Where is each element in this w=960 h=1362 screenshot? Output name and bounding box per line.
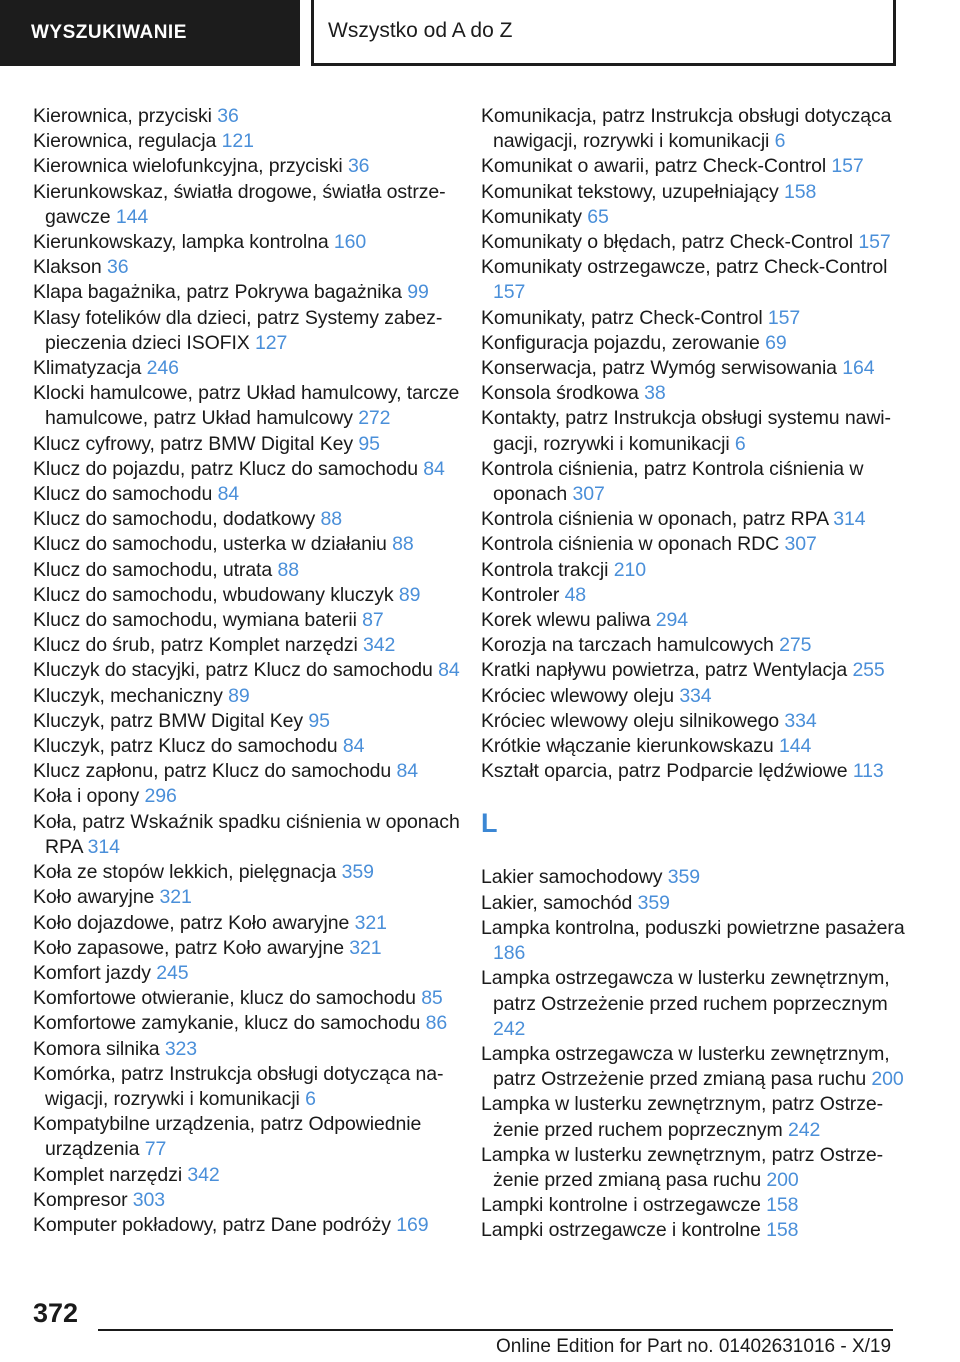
index-entry bbox=[33, 482, 461, 507]
index-entry bbox=[481, 966, 909, 1042]
index-entry bbox=[33, 1037, 461, 1062]
index-entry bbox=[33, 230, 461, 255]
index-entry bbox=[33, 986, 461, 1011]
index-entry bbox=[481, 583, 909, 608]
index-entry bbox=[481, 356, 909, 381]
index-entry bbox=[481, 1218, 909, 1243]
index-entry bbox=[33, 633, 461, 658]
index-entry-text: Kluczyk do stacyjki, patrz Klucz do samochodu bbox=[33, 659, 433, 682]
section-tab: WYSZUKIWANIE bbox=[0, 0, 300, 66]
page-reference-link[interactable]: 95 bbox=[308, 709, 330, 732]
page-reference-link[interactable]: 85 bbox=[421, 987, 443, 1010]
page-reference-link[interactable]: 359 bbox=[667, 866, 700, 889]
index-entry bbox=[33, 583, 461, 608]
index-entry bbox=[481, 734, 909, 759]
index-entry-text: Krótkie włączanie kierunkowskazu bbox=[481, 735, 774, 758]
index-entry-text: Lakier samochodowy bbox=[481, 866, 663, 889]
index-entry-text: Kontroler bbox=[481, 583, 560, 606]
page-reference-link[interactable]: 296 bbox=[144, 785, 177, 808]
index-entry-text: Kontrola ciśnienia w oponach, patrz RPA bbox=[481, 508, 828, 531]
index-entry bbox=[33, 180, 461, 230]
index-entry bbox=[33, 1188, 461, 1213]
index-entry-text: Komora silnika bbox=[33, 1037, 160, 1060]
index-entry-text: Kompresor bbox=[33, 1188, 128, 1211]
page-reference-link[interactable]: 245 bbox=[156, 961, 189, 984]
index-entry bbox=[33, 558, 461, 583]
index-entry bbox=[33, 911, 461, 936]
index-entry bbox=[33, 255, 461, 280]
page-reference-link[interactable]: 65 bbox=[587, 205, 609, 228]
index-entry-text: Koła ze stopów lekkich, pielęgnacja bbox=[33, 861, 337, 884]
page-reference-link[interactable]: 84 bbox=[438, 659, 460, 682]
page-reference-link[interactable]: 36 bbox=[107, 256, 129, 279]
index-entry bbox=[481, 633, 909, 658]
index-entry bbox=[481, 457, 909, 507]
page-number: 372 bbox=[33, 1298, 79, 1328]
index-entry-text: Kierownica, regulacja bbox=[33, 130, 217, 153]
index-entry bbox=[481, 916, 909, 966]
index-entry bbox=[33, 860, 461, 885]
page-reference-link[interactable]: 89 bbox=[398, 583, 421, 606]
index-entry-text: Kierownica wielofunkcyjna, przyciski bbox=[33, 155, 343, 178]
page-reference-link[interactable]: 121 bbox=[221, 130, 254, 153]
page-reference-link[interactable]: 158 bbox=[766, 1194, 799, 1217]
index-entry bbox=[33, 306, 461, 356]
index-entry-text: Klapa bagażnika, patrz Pokrywa bagażnika bbox=[33, 281, 402, 304]
index-entry bbox=[33, 104, 461, 129]
page-reference-link[interactable]: 36 bbox=[347, 155, 370, 178]
page-reference-link[interactable]: 186 bbox=[493, 942, 526, 965]
index-entry-text: Klucz do samochodu, dodatkowy bbox=[33, 508, 316, 531]
index-entry-text: Komputer pokładowy, patrz Dane podróży bbox=[33, 1213, 391, 1236]
index-entry bbox=[33, 1163, 461, 1188]
index-entry bbox=[33, 432, 461, 457]
index-entry bbox=[481, 255, 909, 305]
chapter-title: Wszystko od A do Z bbox=[311, 0, 896, 66]
page-reference-link[interactable]: 321 bbox=[349, 936, 382, 959]
page-reference-link[interactable]: 334 bbox=[784, 709, 817, 732]
page-reference-link[interactable]: 88 bbox=[392, 533, 414, 556]
index-entry-text: Kontrola ciśnienia w oponach RDC bbox=[481, 533, 780, 556]
index-entry bbox=[33, 457, 461, 482]
page-reference-link[interactable]: 200 bbox=[871, 1068, 904, 1091]
index-entry bbox=[33, 1112, 461, 1162]
page-reference-link[interactable]: 48 bbox=[564, 583, 587, 606]
page-reference-link[interactable]: 157 bbox=[831, 155, 864, 178]
index-entry bbox=[33, 280, 461, 305]
index-entry bbox=[33, 759, 461, 784]
index-entry-text: Komplet narzędzi bbox=[33, 1163, 183, 1186]
index-entry bbox=[481, 205, 909, 230]
page-reference-link[interactable]: 359 bbox=[637, 891, 670, 914]
index-column-right bbox=[481, 104, 909, 1244]
page-reference-link[interactable]: 323 bbox=[164, 1037, 198, 1060]
index-entry bbox=[33, 1011, 461, 1036]
page-reference-link[interactable]: 342 bbox=[187, 1163, 220, 1186]
index-entry-text: Lakier, samochód bbox=[481, 891, 633, 914]
index-entry bbox=[481, 104, 909, 154]
index-entry bbox=[33, 709, 461, 734]
index-entry bbox=[33, 1213, 461, 1238]
page-reference-link[interactable]: 144 bbox=[779, 735, 812, 758]
index-entry-text: Klucz do samochodu bbox=[33, 483, 213, 506]
index-entry bbox=[33, 381, 461, 431]
page-reference-link[interactable]: 144 bbox=[115, 205, 149, 228]
page-reference-link[interactable]: 314 bbox=[833, 508, 866, 531]
index-entry bbox=[481, 507, 909, 532]
page-reference-link[interactable]: 294 bbox=[655, 609, 689, 632]
index-entry-text: Klakson bbox=[33, 256, 102, 279]
page-reference-link[interactable]: 359 bbox=[341, 861, 374, 884]
page-reference-link[interactable]: 314 bbox=[87, 835, 120, 858]
index-entry bbox=[33, 356, 461, 381]
page-reference-link[interactable]: 321 bbox=[354, 911, 387, 934]
page-reference-link[interactable]: 307 bbox=[572, 483, 605, 506]
index-entry-text: Kontrola trakcji bbox=[481, 558, 609, 581]
index-entry bbox=[33, 608, 461, 633]
index-entry bbox=[481, 1143, 909, 1193]
page-reference-link[interactable]: 6 bbox=[305, 1087, 316, 1110]
index-entry bbox=[481, 865, 909, 890]
index-entry-text: Kształt oparcia, patrz Podparcie lędźwiowe bbox=[481, 760, 848, 783]
index-entry-text: Konserwacja, patrz Wymóg serwisowania bbox=[481, 357, 837, 380]
page-reference-link[interactable]: 88 bbox=[320, 508, 343, 531]
page-reference-link[interactable]: 84 bbox=[423, 457, 445, 480]
index-entry bbox=[33, 658, 461, 683]
page-reference-link[interactable]: 160 bbox=[333, 231, 367, 254]
index-entry bbox=[33, 936, 461, 961]
page-reference-link[interactable]: 275 bbox=[779, 634, 812, 657]
index-entry bbox=[481, 558, 909, 583]
page-reference-link[interactable]: 164 bbox=[842, 357, 875, 380]
index-entry-text: Króciec wlewowy oleju silnikowego bbox=[481, 709, 779, 732]
index-entry-text: Komunikaty bbox=[481, 205, 582, 228]
index-entry bbox=[481, 608, 909, 633]
page-reference-link[interactable]: 272 bbox=[358, 407, 391, 430]
index-entry bbox=[481, 331, 909, 356]
page-reference-link[interactable]: 307 bbox=[784, 533, 817, 556]
index-entry-text: Komunikat o awarii, patrz Check-Control bbox=[481, 155, 827, 178]
index-entry-text: Komórka, patrz Instrukcja obsługi dotycząca nawigacji, rozrywki i komunikacji bbox=[33, 1062, 444, 1110]
index-entry-text: Kontakty, patrz Instrukcja obsługi systemu nawigacji, rozrywki i komunikacji bbox=[481, 407, 892, 455]
index-entry-text: Klucz zapłonu, patrz Klucz do samochodu bbox=[33, 760, 392, 783]
page-reference-link[interactable]: 95 bbox=[358, 432, 380, 455]
index-entry-text: Klucz do samochodu, usterka w działaniu bbox=[33, 533, 387, 556]
index-entry-text: Kluczyk, patrz BMW Digital Key bbox=[33, 709, 304, 732]
index-entry-text: Koło awaryjne bbox=[33, 886, 155, 909]
index-entry-text: Lampka kontrolna, poduszki powietrzne pasażera bbox=[481, 916, 905, 939]
index-entry-text: Konsola środkowa bbox=[481, 382, 639, 405]
index-entry bbox=[33, 961, 461, 986]
page-reference-link[interactable]: 321 bbox=[159, 886, 192, 909]
index-entry-text: Kontrola ciśnienia, patrz Kontrola ciśnienia w oponach bbox=[481, 457, 864, 506]
index-entry bbox=[33, 1062, 461, 1112]
index-entry bbox=[33, 507, 461, 532]
index-entry-text: Komfortowe otwieranie, klucz do samochodu bbox=[33, 987, 416, 1010]
index-entry-text: Komunikaty, patrz Check-Control bbox=[481, 306, 763, 329]
index-entry bbox=[33, 154, 461, 179]
index-entry-text: Lampka ostrzegawcza w lusterku zewnętrznym, patrz Ostrzeżenie przed zmianą pasa ruchu bbox=[481, 1042, 890, 1091]
page-reference-link[interactable]: 157 bbox=[767, 306, 801, 329]
page-reference-link[interactable]: 242 bbox=[787, 1118, 821, 1141]
footer-divider bbox=[98, 1329, 893, 1331]
index-entry-text: Lampki ostrzegawcze i kontrolne bbox=[481, 1219, 761, 1242]
index-entry-text: Kompatybilne urządzenia, patrz Odpowiednie urządzenia bbox=[33, 1113, 422, 1161]
index-entry-text: Konfiguracja pojazdu, zerowanie bbox=[481, 331, 760, 354]
index-entry bbox=[481, 1042, 909, 1092]
index-entry-text: Króciec wlewowy oleju bbox=[481, 684, 674, 707]
page-reference-link[interactable]: 99 bbox=[407, 281, 429, 304]
page-reference-link[interactable]: 157 bbox=[858, 231, 891, 254]
index-entry-text: Kierunkowskaz, światła drogowe, światła ostrzegawcze bbox=[33, 180, 446, 228]
index-entry-text: Klucz do samochodu, utrata bbox=[33, 558, 273, 581]
page-reference-link[interactable]: 242 bbox=[493, 1017, 526, 1040]
index-entry-text: Klasy fotelików dla dzieci, patrz Systemy zabezpieczenia dzieci ISOFIX bbox=[33, 306, 443, 354]
index-entry-text: Koło zapasowe, patrz Koło awaryjne bbox=[33, 936, 344, 959]
index-entry bbox=[481, 759, 909, 784]
index-entry-text: Lampka w lusterku zewnętrznym, patrz Ostrzeżenie przed zmianą pasa ruchu bbox=[481, 1143, 884, 1191]
page-reference-link[interactable]: 127 bbox=[255, 331, 288, 354]
index-entry-text: Koła i opony bbox=[33, 785, 140, 808]
page-reference-link[interactable]: 77 bbox=[144, 1138, 167, 1161]
index-entry-text: Korozja na tarczach hamulcowych bbox=[481, 634, 774, 657]
page-reference-link[interactable]: 157 bbox=[493, 281, 526, 304]
index-entry bbox=[481, 684, 909, 709]
index-entry bbox=[33, 684, 461, 709]
page-reference-link[interactable]: 200 bbox=[766, 1168, 799, 1191]
index-entry-text: Kluczyk, patrz Klucz do samochodu bbox=[33, 735, 338, 758]
page-reference-link[interactable]: 113 bbox=[852, 760, 884, 783]
index-entry-text: Korek wlewu paliwa bbox=[481, 609, 651, 632]
index-entry bbox=[481, 658, 909, 683]
index-entry-text: Komunikaty o błędach, patrz Check-Control bbox=[481, 231, 853, 254]
index-entry bbox=[481, 180, 909, 205]
edition-note: Online Edition for Part no. 01402631016 - X/19 bbox=[496, 1336, 892, 1357]
index-entry-text: Klocki hamulcowe, patrz Układ hamulcowy, tarcze hamulcowe, patrz Układ hamulcowy bbox=[33, 382, 460, 430]
index-entry-text: Lampka ostrzegawcza w lusterku zewnętrznym, patrz Ostrzeżenie przed ruchem poprzecznym bbox=[481, 967, 890, 1015]
index-entry-text: Komunikat tekstowy, uzupełniający bbox=[481, 180, 779, 203]
index-entry-text: Kierunkowskazy, lampka kontrolna bbox=[33, 231, 329, 254]
index-entry bbox=[33, 734, 461, 759]
index-entry-text: Klimatyzacja bbox=[33, 357, 142, 380]
index-entry-text: Klucz cyfrowy, patrz BMW Digital Key bbox=[33, 432, 354, 455]
index-entry bbox=[481, 1193, 909, 1218]
page-reference-link[interactable]: 246 bbox=[146, 357, 179, 380]
index-entry bbox=[33, 810, 461, 860]
page-reference-link[interactable]: 87 bbox=[362, 609, 384, 632]
index-entry-text: Klucz do samochodu, wbudowany kluczyk bbox=[33, 583, 394, 606]
index-entry-text: Klucz do śrub, patrz Komplet narzędzi bbox=[33, 634, 358, 657]
index-entry-text: Klucz do pojazdu, patrz Klucz do samochodu bbox=[33, 457, 418, 480]
index-entry-text: Lampka w lusterku zewnętrznym, patrz Ostrzeżenie przed ruchem poprzecznym bbox=[481, 1093, 884, 1141]
index-entry bbox=[481, 381, 909, 406]
page-reference-link[interactable]: 303 bbox=[132, 1188, 166, 1211]
index-entry bbox=[33, 532, 461, 557]
index-entry bbox=[481, 1092, 909, 1142]
page-reference-link[interactable]: 69 bbox=[765, 331, 787, 354]
index-group-k bbox=[481, 104, 909, 784]
index-entry-text: Koła, patrz Wskaźnik spadku ciśnienia w oponach RPA bbox=[33, 810, 460, 858]
index-entry bbox=[481, 306, 909, 331]
index-entry bbox=[481, 532, 909, 557]
page-reference-link[interactable]: 86 bbox=[425, 1012, 448, 1035]
index-entry bbox=[481, 406, 909, 456]
index-entry-text: Komunikacja, patrz Instrukcja obsługi dotycząca nawigacji, rozrywki i komunikacji bbox=[481, 105, 892, 153]
index-entry-text: Klucz do samochodu, wymiana baterii bbox=[33, 609, 357, 632]
page-header bbox=[0, 0, 960, 66]
index-entry bbox=[33, 129, 461, 154]
index-entry-text: Lampki kontrolne i ostrzegawcze bbox=[481, 1194, 761, 1217]
index-entry-text: Kluczyk, mechaniczny bbox=[33, 684, 223, 707]
index-entry bbox=[481, 154, 909, 179]
index-entry-text: Komfortowe zamykanie, klucz do samochodu bbox=[33, 1012, 421, 1035]
page-reference-link[interactable]: 84 bbox=[396, 760, 418, 783]
index-entry-text: Komfort jazdy bbox=[33, 961, 151, 984]
index-column-left bbox=[33, 104, 461, 1238]
page-reference-link[interactable]: 84 bbox=[217, 483, 240, 506]
page-reference-link[interactable]: 255 bbox=[852, 659, 885, 682]
page-reference-link[interactable]: 169 bbox=[396, 1213, 429, 1236]
page-reference-link[interactable]: 334 bbox=[679, 684, 712, 707]
page-reference-link[interactable]: 6 bbox=[734, 432, 746, 455]
index-entry bbox=[33, 784, 461, 809]
page-reference-link[interactable]: 88 bbox=[277, 558, 299, 581]
page-reference-link[interactable]: 36 bbox=[217, 105, 239, 127]
index-entry bbox=[481, 709, 909, 734]
index-entry-text: Komunikaty ostrzegawcze, patrz Check-Control bbox=[481, 256, 888, 279]
page-reference-link[interactable]: 38 bbox=[644, 382, 666, 405]
index-entry bbox=[33, 885, 461, 910]
page-reference-link[interactable]: 84 bbox=[342, 735, 365, 758]
index-entry-text: Kierownica, przyciski bbox=[33, 105, 212, 127]
index-entry-text: Kratki napływu powietrza, patrz Wentylacja bbox=[481, 659, 848, 682]
page-reference-link[interactable]: 158 bbox=[783, 180, 817, 203]
page-reference-link[interactable]: 89 bbox=[228, 684, 250, 707]
page-reference-link[interactable]: 210 bbox=[613, 558, 646, 581]
page-reference-link[interactable]: 342 bbox=[363, 634, 396, 657]
page-reference-link[interactable]: 158 bbox=[766, 1219, 799, 1242]
page-reference-link[interactable]: 6 bbox=[774, 130, 786, 153]
index-entry-text: Koło dojazdowe, patrz Koło awaryjne bbox=[33, 911, 350, 934]
index-group-l bbox=[481, 865, 909, 1243]
index-entry bbox=[481, 891, 909, 916]
section-letter-heading: L bbox=[481, 808, 498, 839]
index-entry bbox=[481, 230, 909, 255]
